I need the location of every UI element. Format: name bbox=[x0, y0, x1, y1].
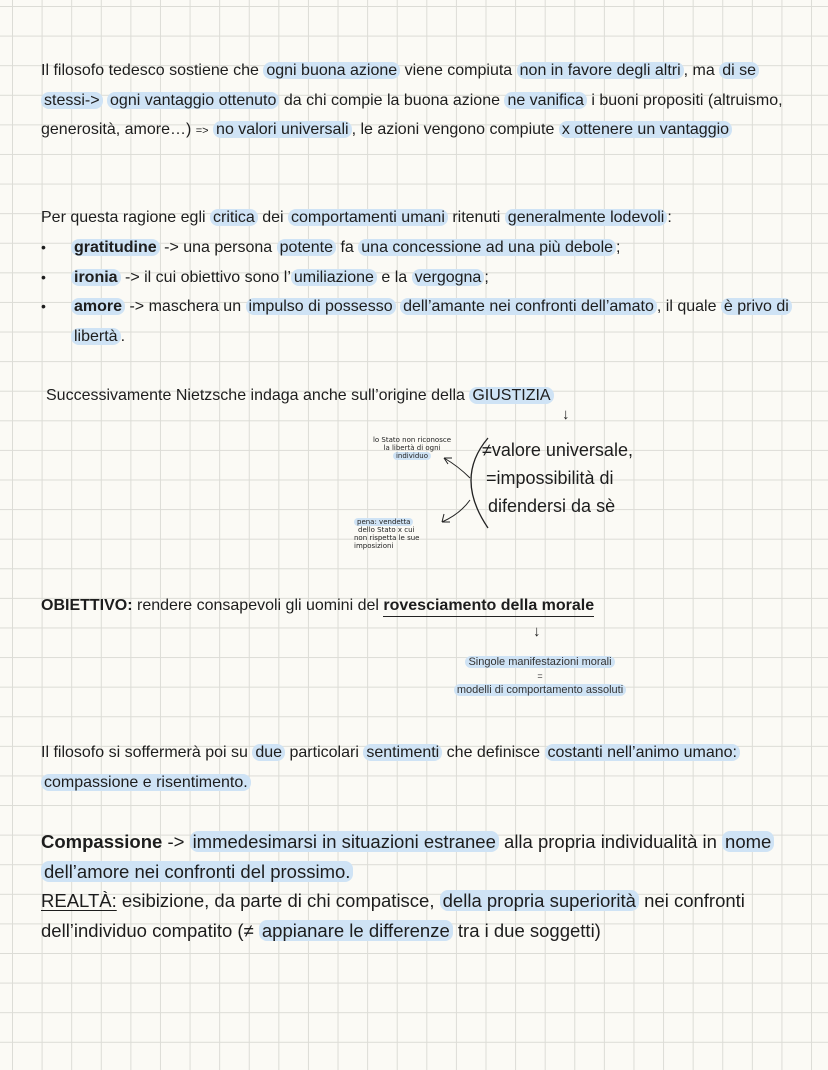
handwritten-note-bottom: pena: vendetta dello Stato x cui non rispetta le sue imposizioni bbox=[354, 518, 420, 550]
arrow-bottom-head bbox=[442, 514, 450, 522]
giustizia-definition: ≠valore universale, =impossibilità di difendersi da sè bbox=[482, 440, 633, 516]
down-arrow-icon: ↓ bbox=[533, 623, 541, 640]
behaviors-list bbox=[41, 233, 791, 351]
list-item-gratitudine: • gratitudine -> una persona potente fa una concessione ad una più debole ; bbox=[41, 233, 791, 263]
criticism-paragraph: Per questa ragione egli critica dei comportamenti umani ritenuti generalmente lodevoli : bbox=[41, 209, 672, 226]
sentimenti-paragraph: Il filosofo si soffermerà poi su due particolari sentimenti che definisce costanti nell’animo umano: compassione e risentimento. bbox=[41, 738, 781, 797]
realta-label: REALTÀ: bbox=[41, 890, 117, 912]
intro-paragraph: Il filosofo tedesco sostiene che ogni buona azione viene compiuta non in favore degli altri , ma di se stessi-> ogni vantaggio ottenuto da chi compie la buona azione ne vanifica i buoni propositi (altruismo, generosità, amore…) => no valori universali , le azioni vengono compiute x ottenere un vantaggio bbox=[41, 62, 783, 139]
list-item-ironia: • ironia -> il cui obiettivo sono l’ umiliazione e la vergogna ; bbox=[41, 263, 791, 293]
implication-arrow: => bbox=[195, 125, 209, 138]
list-item-amore: • amore -> maschera un impulso di possesso dell’amante nei confronti dell’amato , il quale è privo di libertà . bbox=[41, 292, 791, 351]
arrow-top-line bbox=[444, 458, 470, 478]
giustizia-line: Successivamente Nietzsche indaga anche sull’origine della GIUSTIZIA bbox=[46, 381, 746, 411]
handwritten-note-top: lo Stato non riconosce la libertà di ogni individuo bbox=[372, 436, 452, 460]
morale-equation: Singole manifestazioni morali = modelli di comportamento assoluti bbox=[430, 655, 650, 697]
arrow-bottom-line bbox=[442, 500, 470, 522]
down-arrow-icon: ↓ bbox=[562, 406, 570, 423]
compassione-paragraph: Compassione -> immedesimarsi in situazioni estranee alla propria individualità in nome dell’amore nei confronti del prossimo. REALTÀ: esibizione, da parte di chi compatisce, della propria superiorità nei confronti dell’individuo compatito (≠ appianare le differenze tra i due soggetti) bbox=[41, 827, 786, 945]
obiettivo-line: OBIETTIVO: rendere consapevoli gli uomini del rovesciamento della morale bbox=[41, 591, 801, 621]
arrow-top-head bbox=[444, 458, 452, 464]
